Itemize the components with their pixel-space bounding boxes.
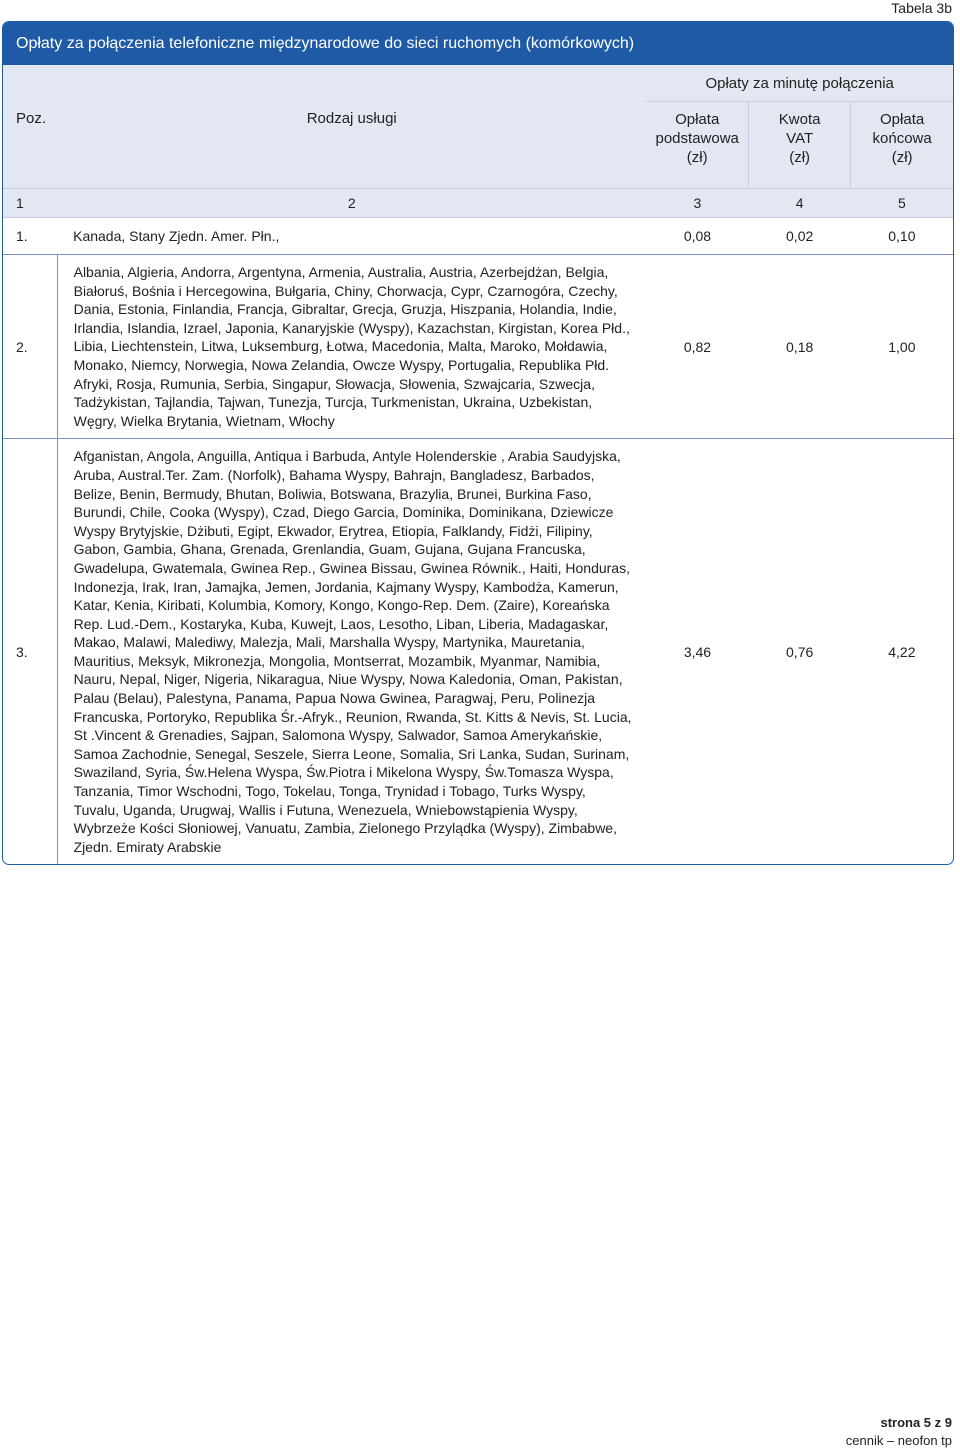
column-number: 2 <box>57 189 646 218</box>
header-vat-line: Kwota <box>778 111 821 128</box>
header-vat-line: VAT <box>786 130 814 147</box>
row-poz: 2. <box>3 255 57 439</box>
row-vat: 0,76 <box>749 439 851 865</box>
header-final-line: końcowa <box>872 130 932 147</box>
column-number: 3 <box>646 189 748 218</box>
row-poz: 3. <box>3 439 57 865</box>
table-row <box>3 255 953 439</box>
header-base <box>646 102 748 189</box>
column-number: 4 <box>749 189 851 218</box>
header-vat <box>749 102 851 189</box>
header-vat-line: (zł) <box>789 149 811 166</box>
header-poz: Poz. <box>16 109 47 127</box>
header-final-line: (zł) <box>891 149 913 166</box>
row-vat: 0,18 <box>749 255 851 439</box>
table-row <box>3 439 953 865</box>
table-title: Opłaty za połączenia telefoniczne międzynarodowe do sieci ruchomych (komórkowych) <box>3 22 953 65</box>
row-final: 0,10 <box>851 218 953 255</box>
page-footer <box>846 1414 952 1450</box>
rates-table <box>2 21 954 865</box>
table-label: Tabela 3b <box>891 0 952 16</box>
rates-grid <box>3 65 953 864</box>
header-final-line: Opłata <box>880 111 925 128</box>
row-service: Afganistan, Angola, Anguilla, Antiqua i Barbuda, Antyle Holenderskie , Arabia Saudyjska, Aruba, Austral.Ter. Zam. (Norfolk), Bahama Wyspy, Bahrajn, Bangladesz, Barbados, Belize, Benin, Bermudy, Bhutan, Boliwia, Botswana, Brazylia, Brunei, Burkina Faso, Burundi, Chile, Cooka (Wyspy), Czad, Diego Garcia, Dominika, Dominikana, Dziewicze Wyspy Brytyjskie, Dżibuti, Egipt, Ekwador, Erytrea, Etiopia, Falklandy, Fidżi, Filipiny, Gabon, Gambia, Ghana, Grenada, Grenlandia, Guam, Gujana, Gujana Francuska, Gwadelupa, Gwatemala, Gwinea Rep., Gwinea Bissau, Gwinea Równik., Haiti, Honduras, Indonezja, Irak, Iran, Jamajka, Jemen, Jordania, Kajmany Wyspy, Kambodża, Kamerun, Katar, Kenia, Kiribati, Kolumbia, Komory, Kongo, Kongo-Rep. Dem. (Zaire), Koreańska Rep. Lud.-Dem., Kostaryka, Kuba, Kuwejt, Laos, Lesotho, Liban, Liberia, Madagaskar, Makao, Malawi, Malediwy, Malezja, Mali, Marshalla Wyspy, Martynika, Mauretania, Mauritius, Meksyk, Mikronezja, Mongolia, Montserrat, Mozambik, Myanmar, Namibia, Nauru, Nepal, Niger, Nigeria, Nikaragua, Niue Wyspy, Nowa Kaledonia, Oman, Pakistan, Palau (Belau), Palestyna, Panama, Papua Nowa Gwinea, Paragwaj, Peru, Polinezja Francuska, Portoryko, Republika Śr.-Afryk., Reunion, Rwanda, St. Kitts & Nevis, St. Lucia, St .Vincent & Grenadies, Sajpan, Salomona Wyspy, Salwador, Samoa Amerykańskie, Samoa Zachodnie, Senegal, Seszele, Sierra Leone, Somalia, Sri Lanka, Sudan, Surinam, Swaziland, Syria, Św.Helena Wyspa, Św.Piotra i Mikelona Wyspy, Św.Tomasza Wyspa, Tanzania, Timor Wschodni, Togo, Tokelau, Tonga, Trynidad i Tobago, Turks Wyspy, Tuvalu, Uganda, Urugwaj, Wallis i Futuna, Wenezuela, Wniebowstąpienia Wyspy, Wybrzeże Kości Słoniowej, Vanuatu, Zambia, Zielonego Przylądka (Wyspy), Zimbabwe, Zjedn. Emiraty Arabskie <box>57 439 646 865</box>
row-final: 4,22 <box>851 439 953 865</box>
header-final <box>851 102 953 189</box>
column-number-row <box>3 189 953 218</box>
header-service: Rodzaj usługi <box>306 109 397 127</box>
row-base: 0,08 <box>646 218 748 255</box>
row-final: 1,00 <box>851 255 953 439</box>
header-group-label: Opłaty za minutę połączenia <box>646 65 953 102</box>
row-vat: 0,02 <box>749 218 851 255</box>
header-base-line: Opłata <box>675 111 720 128</box>
row-base: 3,46 <box>646 439 748 865</box>
row-service: Albania, Algieria, Andorra, Argentyna, Armenia, Australia, Austria, Azerbejdżan, Belgia, Białoruś, Bośnia i Hercegowina, Bułgaria, Chiny, Chorwacja, Cypr, Czarnogóra, Czechy, Dania, Estonia, Finlandia, Francja, Gibraltar, Grecja, Gruzja, Hiszpania, Holandia, Indie, Irlandia, Islandia, Izrael, Japonia, Kanaryjskie (Wyspy), Kazachstan, Kirgistan, Korea Płd., Libia, Liechtenstein, Litwa, Luksemburg, Łotwa, Macedonia, Malta, Maroko, Mołdawia, Monako, Niemcy, Norwegia, Nowa Zelandia, Owcze Wyspy, Portugalia, Republika Płd. Afryki, Rosja, Rumunia, Serbia, Singapur, Słowacja, Słowenia, Szwajcaria, Szwecja, Tadżykistan, Tajlandia, Tajwan, Tunezja, Turcja, Turkmenistan, Ukraina, Uzbekistan, Węgry, Wielka Brytania, Wietnam, Włochy <box>57 255 646 439</box>
header-base-line: (zł) <box>686 149 708 166</box>
header-group-row <box>3 65 953 102</box>
row-poz: 1. <box>3 218 57 255</box>
header-row <box>3 102 953 189</box>
column-number: 1 <box>3 189 57 218</box>
row-base: 0,82 <box>646 255 748 439</box>
table-row <box>3 218 953 255</box>
row-service: Kanada, Stany Zjedn. Amer. Płn., <box>57 218 646 255</box>
column-number: 5 <box>851 189 953 218</box>
document-name: cennik – neofon tp <box>845 1433 952 1448</box>
header-base-line: podstawowa <box>655 130 739 147</box>
page-number: strona 5 z 9 <box>880 1415 952 1430</box>
